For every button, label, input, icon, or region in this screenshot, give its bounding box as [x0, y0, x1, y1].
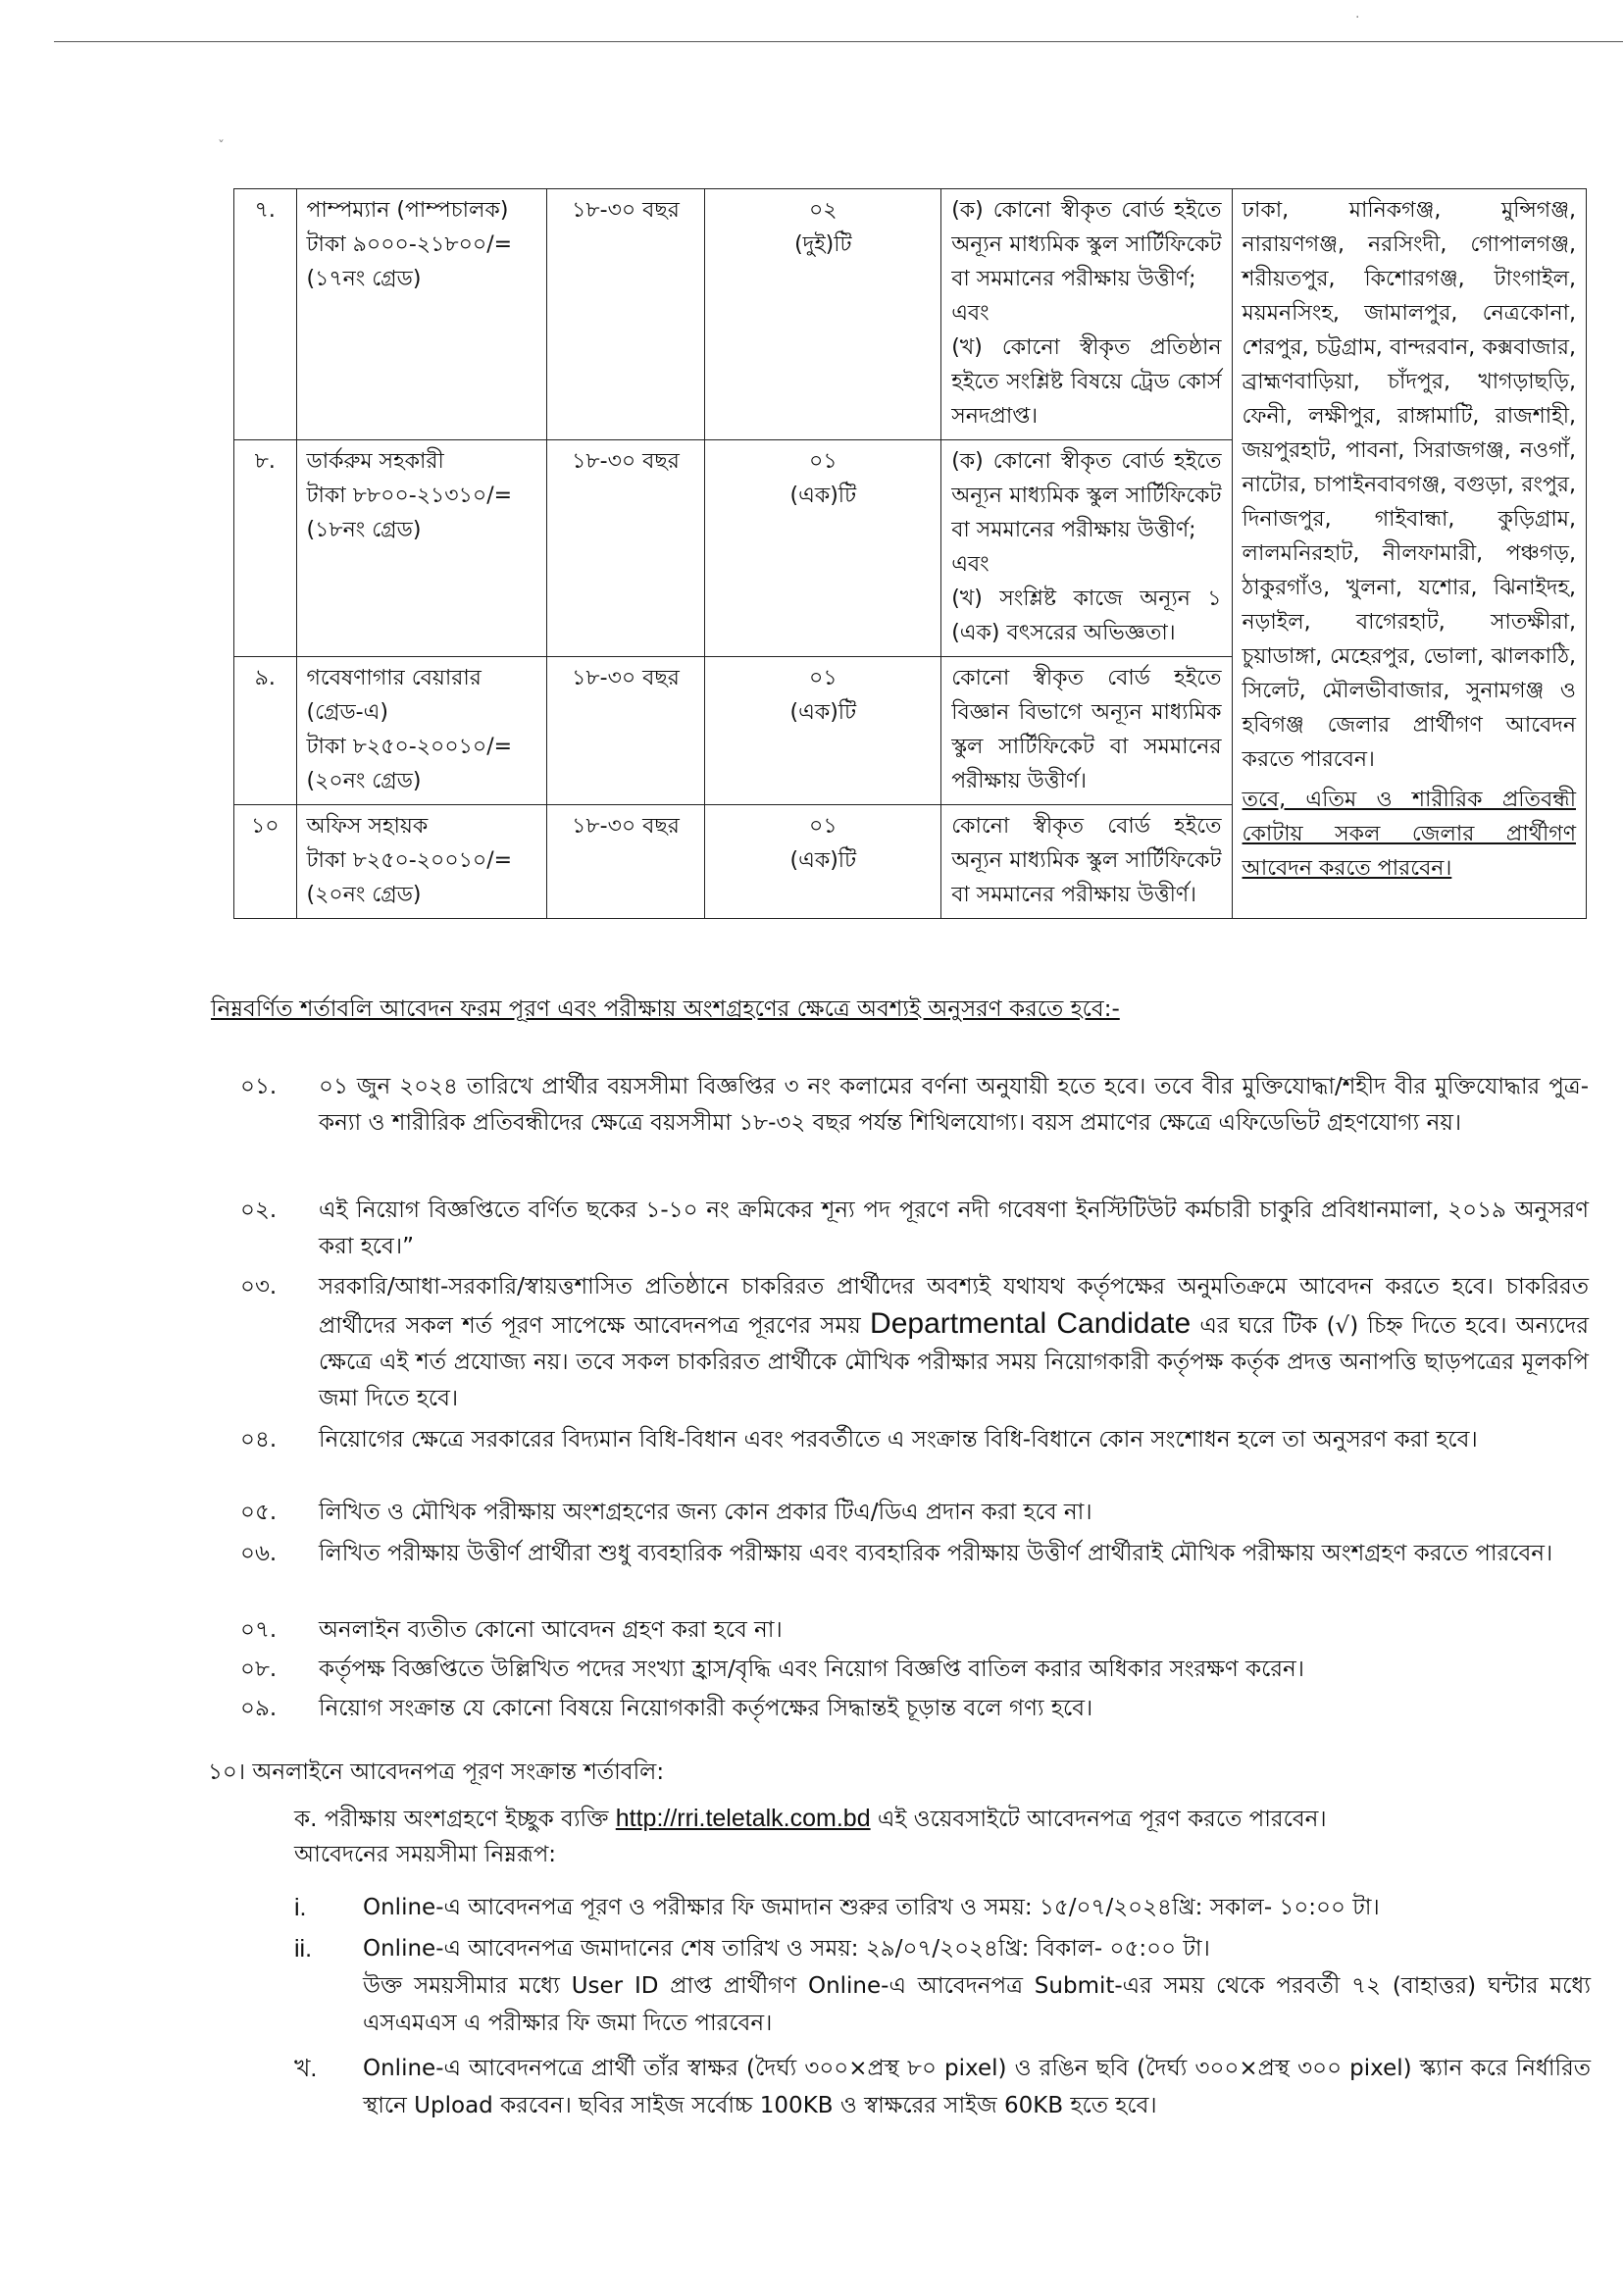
- post-count-words: (দুই)টি: [794, 232, 852, 257]
- qualification-cell: [941, 440, 1232, 657]
- post-name: পাম্পম্যান (পাম্পচালক): [306, 198, 509, 223]
- condition-number: ০৮.: [240, 1657, 278, 1682]
- districts-quota-note: তবে, এতিম ও শারীরিক প্রতিবন্ধী কোটায় সকল জেলার প্রার্থীগণ আবেদন করতে পারবেন।: [1242, 788, 1576, 881]
- post-cell: [296, 189, 546, 440]
- post-count-words: (এক)টি: [789, 700, 857, 725]
- condition-text: অনলাইন ব্যতীত কোনো আবেদন গ্রহণ করা হবে না।: [319, 1617, 783, 1643]
- post-grade: (২০নং গ্রেড): [306, 883, 422, 907]
- section-10-title: ১০। অনলাইনে আবেদনপত্র পূরণ সংক্রান্ত শর্তাবলি:: [208, 1759, 665, 1785]
- qualification-item: (ক) কোনো স্বীকৃত বোর্ড হইতে অন্যূন মাধ্যমিক স্কুল সার্টিফিকেট বা সমমানের পরীক্ষায় উত্তীর্ণ;: [951, 198, 1222, 291]
- serial-cell: ১০: [234, 805, 297, 919]
- intro-prefix: ক. পরীক্ষায় অংশগ্রহণে ইচ্ছুক ব্যক্তি: [294, 1807, 609, 1832]
- deadline-item: [294, 1930, 1591, 2042]
- post-count-words: (এক)টি: [789, 848, 857, 873]
- post-cell: [296, 805, 546, 919]
- condition-item: [240, 1193, 1589, 1265]
- count-cell: [705, 440, 941, 657]
- condition-item: [240, 1495, 1589, 1531]
- age-cell: ১৮-৩০ বছর: [546, 189, 705, 440]
- serial-cell: ৯.: [234, 657, 297, 805]
- condition-text: [319, 1269, 1589, 1417]
- conditions-heading: নিম্নবর্ণিত শর্তাবলি আবেদন ফরম পূরণ এবং পরীক্ষায় অংশগ্রহণের ক্ষেত্রে অবশ্যই অনুসরণ করতে হবে:-: [211, 996, 1120, 1022]
- intro-line: [294, 1801, 1589, 1837]
- fee-payment-note: উক্ত সময়সীমার মধ্যে User ID প্রাপ্ত প্রার্থীগণ Online-এ আবেদনপত্র Submit-এর সময় থেকে পরবর্তী ৭২ (বাহাত্তর) ঘন্টার মধ্যে এসএমএস এ পরীক্ষার ফি জমা দিতে পারবেন।: [363, 1973, 1591, 2036]
- item-number: i.: [294, 1894, 307, 1921]
- post-cell: [296, 440, 546, 657]
- condition-item: [240, 1691, 1589, 1727]
- condition-text-part: সরকারি/আধা-সরকারি/স্বায়ত্তশাসিত প্রতিষ্ঠানে চাকরিরত প্রার্থীদের অবশ্যই যথাযথ কর্তৃপক্ষের অনুমতিক্রমে আবেদন করতে হবে। চাকরিরত প্রার্থীদের সকল শর্ত পূরণ সাপেক্ষে আবেদনপত্র পূরণের সময়: [319, 1274, 1589, 1339]
- qualification-cell: [941, 805, 1232, 919]
- condition-number: ০৩.: [240, 1274, 278, 1300]
- age-cell: ১৮-৩০ বছর: [546, 440, 705, 657]
- photo-signature-upload-text: Online-এ আবেদনপত্রে প্রার্থী তাঁর স্বাক্ষর (দৈর্ঘ্য ৩০০×প্রস্থ ৮০ pixel) ও রঙিন ছবি (দৈর্ঘ্য ৩০০×প্রস্থ ৩০০ pixel) স্ক্যান করে নির্ধারিত স্থানে Upload করবেন। ছবির সাইজ সর্বোচ্চ 100KB ও স্বাক্ষরের সাইজ 60KB হতে হবে।: [363, 2056, 1591, 2118]
- condition-item: [240, 1069, 1589, 1142]
- count-cell: [705, 657, 941, 805]
- end-date-text: Online-এ আবেদনপত্র জমাদানের শেষ তারিখ ও সময়: ২৯/০৭/২০২৪খ্রি: বিকাল- ০৫:০০ টা।: [363, 1936, 1210, 1962]
- post-pay-scale: টাকা ৮২৫০-২০০১০/=: [306, 735, 513, 759]
- condition-item: [240, 1269, 1589, 1417]
- scan-speck: ·: [1355, 10, 1360, 25]
- post-cell: [296, 657, 546, 805]
- table-row: [234, 189, 1587, 440]
- post-count: ০১: [809, 814, 837, 839]
- condition-text: ০১ জুন ২০২৪ তারিখে প্রার্থীর বয়সসীমা বিজ্ঞপ্তির ৩ নং কলামের বর্ণনা অনুযায়ী হতে হবে। তবে বীর মুক্তিযোদ্ধা/শহীদ বীর মুক্তিযোদ্ধার পুত্র-কন্যা ও শারীরিক প্রতিবন্ধীদের ক্ষেত্রে বয়সসীমা ১৮-৩২ বছর পর্যন্ত শিথিলযোগ্য। বয়স প্রমাণের ক্ষেত্রে এফিডেভিট গ্রহণযোগ্য নয়।: [319, 1074, 1589, 1136]
- qualification-and: এবং: [951, 301, 990, 326]
- post-count: ০১: [809, 449, 837, 474]
- count-cell: [705, 189, 941, 440]
- post-grade: (২০নং গ্রেড): [306, 769, 422, 793]
- post-grade: (১৮নং গ্রেড): [306, 518, 422, 542]
- condition-number: ০৬.: [240, 1541, 278, 1566]
- qualification-cell: [941, 189, 1232, 440]
- deadline-item: [294, 1889, 1591, 1926]
- condition-item: [240, 1536, 1589, 1572]
- serial-cell: ৮.: [234, 440, 297, 657]
- districts-cell: [1232, 189, 1586, 919]
- qualification-cell: [941, 657, 1232, 805]
- condition-number: ০১.: [240, 1074, 278, 1099]
- post-name: গবেষণাগার বেয়ারার: [306, 666, 482, 690]
- end-date-block: [363, 1930, 1591, 2042]
- intro-suffix: এই ওয়েবসাইটে আবেদনপত্র পূরণ করতে পারবেন।: [877, 1807, 1327, 1832]
- scan-speck: ˇ: [218, 139, 225, 155]
- deadline-intro: আবেদনের সময়সীমা নিম্নরূপ:: [294, 1842, 557, 1867]
- condition-item: [240, 1612, 1589, 1649]
- qualification-item: (ক) কোনো স্বীকৃত বোর্ড হইতে অন্যূন মাধ্যমিক স্কুল সার্টিফিকেট বা সমমানের পরীক্ষায় উত্তীর্ণ;: [951, 449, 1222, 542]
- condition-text: এই নিয়োগ বিজ্ঞপ্তিতে বর্ণিত ছকের ১-১০ নং ক্রমিকের শূন্য পদ পূরণে নদী গবেষণা ইনস্টিটিউট কর্মচারী চাকুরি প্রবিধানমালা, ২০১৯ অনুসরণ করা হবে।”: [319, 1198, 1589, 1259]
- condition-text-part: এর ঘরে টিক (√) চিহ্ন দিতে হবে। অন্যদের ক্ষেত্রে এই শর্ত প্রযোজ্য নয়। তবে সকল চাকরিরত প্রার্থীকে মৌখিক পরীক্ষার সময় নিয়োগকারী কর্তৃপক্ষ কর্তৃক প্রদত্ত অনাপত্তি ছাড়পত্রের মূলকপি জমা দিতে হবে।: [319, 1313, 1590, 1411]
- count-cell: [705, 805, 941, 919]
- top-rule: [54, 41, 1623, 42]
- condition-number: ০৫.: [240, 1500, 278, 1525]
- post-count: ০১: [809, 666, 837, 690]
- condition-text: কর্তৃপক্ষ বিজ্ঞপ্তিতে উল্লিখিত পদের সংখ্যা হ্রাস/বৃদ্ধি এবং নিয়োগ বিজ্ঞপ্তি বাতিল করার অধিকার সংরক্ষণ করেন।: [319, 1657, 1304, 1682]
- age-cell: ১৮-৩০ বছর: [546, 805, 705, 919]
- post-name: অফিস সহায়ক: [306, 814, 429, 839]
- condition-item: [240, 1652, 1589, 1688]
- post-pay-scale: টাকা ৮২৫০-২০০১০/=: [306, 848, 513, 873]
- serial-cell: ৭.: [234, 189, 297, 440]
- start-date-text: Online-এ আবেদনপত্র পূরণ ও পরীক্ষার ফি জমাদান শুরুর তারিখ ও সময়: ১৫/০৭/২০২৪খ্রি: সকাল- ১০:০০ টা।: [363, 1895, 1380, 1920]
- departmental-candidate-term: Departmental Candidate: [870, 1307, 1192, 1340]
- post-grade: (১৭নং গ্রেড): [306, 267, 422, 291]
- application-website-link[interactable]: http://rri.teletalk.com.bd: [615, 1805, 871, 1832]
- qualification-item: কোনো স্বীকৃত বোর্ড হইতে বিজ্ঞান বিভাগে অন্যূন মাধ্যমিক স্কুল সার্টিফিকেট বা সমমানের পরীক্ষায় উত্তীর্ণ।: [951, 666, 1222, 793]
- post-name: ডার্করুম সহকারী: [306, 449, 444, 474]
- post-count: ০২: [809, 198, 837, 223]
- online-application-intro: [294, 1801, 1589, 1872]
- item-number: ii.: [294, 1935, 313, 1963]
- condition-text: নিয়োগ সংক্রান্ত যে কোনো বিষয়ে নিয়োগকারী কর্তৃপক্ষের সিদ্ধান্তই চূড়ান্ত বলে গণ্য হবে।: [319, 1696, 1093, 1721]
- condition-text: নিয়োগের ক্ষেত্রে সরকারের বিদ্যমান বিধি-বিধান এবং পরবর্তীতে এ সংক্রান্ত বিধি-বিধানে কোন সংশোধন হলে তা অনুসরণ করা হবে।: [319, 1427, 1478, 1453]
- qualification-and: এবং: [951, 552, 990, 577]
- condition-item: [240, 1422, 1589, 1458]
- post-count-words: (এক)টি: [789, 484, 857, 508]
- qualification-item: (খ) সংশ্লিষ্ট কাজে অন্যূন ১ (এক) বৎসরের অভিজ্ঞতা।: [951, 586, 1222, 645]
- condition-number: ০২.: [240, 1198, 278, 1223]
- condition-number: ০৯.: [240, 1696, 278, 1721]
- post-pay-scale: টাকা ৮৮০০-২১৩১০/=: [306, 484, 513, 508]
- qualification-item: (খ) কোনো স্বীকৃত প্রতিষ্ঠান হইতে সংশ্লিষ্ট বিষয়ে ট্রেড কোর্স সনদপ্রাপ্ত।: [951, 335, 1222, 429]
- post-grade-class: (গ্রেড-এ): [306, 700, 388, 725]
- qualification-item: কোনো স্বীকৃত বোর্ড হইতে অন্যূন মাধ্যমিক স্কুল সার্টিফিকেট বা সমমানের পরীক্ষায় উত্তীর্ণ।: [951, 814, 1222, 907]
- condition-text: লিখিত পরীক্ষায় উত্তীর্ণ প্রার্থীরা শুধু ব্যবহারিক পরীক্ষায় এবং ব্যবহারিক পরীক্ষায় উত্তীর্ণ প্রার্থীরাই মৌখিক পরীক্ষায় অংশগ্রহণ করতে পারবেন।: [319, 1541, 1553, 1566]
- upload-item: [294, 2050, 1591, 2124]
- posts-table: [233, 188, 1587, 919]
- condition-number: ০৪.: [240, 1427, 278, 1453]
- item-number: খ.: [294, 2055, 318, 2082]
- condition-text: লিখিত ও মৌখিক পরীক্ষায় অংশগ্রহণের জন্য কোন প্রকার টিএ/ডিএ প্রদান করা হবে না।: [319, 1500, 1092, 1525]
- age-cell: ১৮-৩০ বছর: [546, 657, 705, 805]
- eligible-districts: ঢাকা, মানিকগঞ্জ, মুন্সিগঞ্জ, নারায়ণগঞ্জ, নরসিংদী, গোপালগঞ্জ, শরীয়তপুর, কিশোরগঞ্জ, টাংগাইল, ময়মনসিংহ, জামালপুর, নেত্রকোনা, শেরপুর, চট্টগ্রাম, বান্দরবান, কক্সবাজার, ব্রাহ্মণবাড়িয়া, চাঁদপুর, খাগড়াছড়ি, ফেনী, লক্ষীপুর, রাঙ্গামাটি, রাজশাহী, জয়পুরহাট, পাবনা, সিরাজগঞ্জ, নওগাঁ, নাটোর, চাপাইনবাবগঞ্জ, বগুড়া, রংপুর, দিনাজপুর, গাইবান্ধা, কুড়িগ্রাম, লালমনিরহাট, নীলফামারী, পঞ্চগড়, ঠাকুরগাঁও, খুলনা, যশোর, ঝিনাইদহ, নড়াইল, বাগেরহাট, সাতক্ষীরা, চুয়াডাঙ্গা, মেহেরপুর, ভোলা, ঝালকাঠি, সিলেট, মৌলভীবাজার, সুনামগঞ্জ ও হবিগঞ্জ জেলার প্রার্থীগণ আবেদন করতে পারবেন।: [1242, 198, 1576, 772]
- post-pay-scale: টাকা ৯০০০-২১৮০০/=: [306, 232, 513, 257]
- condition-number: ০৭.: [240, 1617, 278, 1643]
